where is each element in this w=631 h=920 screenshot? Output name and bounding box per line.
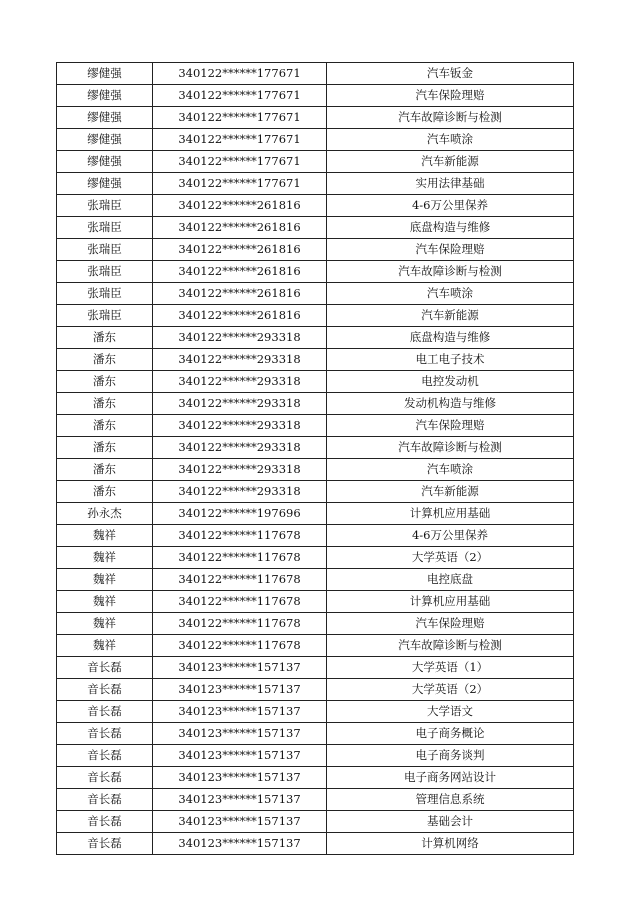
table-row — [57, 569, 574, 591]
table-row — [57, 525, 574, 547]
course-cell: 计算机应用基础 — [327, 503, 574, 525]
course-cell: 汽车新能源 — [327, 151, 574, 173]
id-number-cell: 340123******157137 — [153, 679, 327, 701]
course-cell: 汽车保险理赔 — [327, 239, 574, 261]
id-number-cell: 340122******117678 — [153, 569, 327, 591]
id-number-cell: 340123******157137 — [153, 701, 327, 723]
course-cell: 汽车故障诊断与检测 — [327, 107, 574, 129]
student-name-cell: 缪健强 — [57, 85, 153, 107]
table-row — [57, 129, 574, 151]
table-row — [57, 371, 574, 393]
student-name-cell: 潘东 — [57, 459, 153, 481]
table-row — [57, 283, 574, 305]
student-name-cell: 音长磊 — [57, 767, 153, 789]
table-row — [57, 195, 574, 217]
id-number-cell: 340123******157137 — [153, 745, 327, 767]
student-name-cell: 魏祥 — [57, 525, 153, 547]
table-row — [57, 701, 574, 723]
student-name-cell: 缪健强 — [57, 151, 153, 173]
id-number-cell: 340122******177671 — [153, 85, 327, 107]
id-number-cell: 340122******261816 — [153, 239, 327, 261]
table-row — [57, 151, 574, 173]
table-row — [57, 723, 574, 745]
course-cell: 电子商务谈判 — [327, 745, 574, 767]
table-row — [57, 107, 574, 129]
id-number-cell: 340122******117678 — [153, 591, 327, 613]
id-number-cell: 340122******293318 — [153, 327, 327, 349]
table-row — [57, 767, 574, 789]
course-cell: 4-6万公里保养 — [327, 525, 574, 547]
id-number-cell: 340122******293318 — [153, 437, 327, 459]
course-cell: 电子商务网站设计 — [327, 767, 574, 789]
student-name-cell: 潘东 — [57, 415, 153, 437]
student-name-cell: 张瑞臣 — [57, 217, 153, 239]
course-cell: 发动机构造与维修 — [327, 393, 574, 415]
course-cell: 实用法律基础 — [327, 173, 574, 195]
id-number-cell: 340122******177671 — [153, 151, 327, 173]
course-cell: 电子商务概论 — [327, 723, 574, 745]
records-table-body — [57, 63, 574, 855]
table-row — [57, 393, 574, 415]
id-number-cell: 340122******177671 — [153, 63, 327, 85]
student-name-cell: 音长磊 — [57, 723, 153, 745]
student-name-cell: 魏祥 — [57, 613, 153, 635]
student-name-cell: 音长磊 — [57, 745, 153, 767]
student-name-cell: 音长磊 — [57, 789, 153, 811]
id-number-cell: 340122******261816 — [153, 305, 327, 327]
student-name-cell: 张瑞臣 — [57, 239, 153, 261]
id-number-cell: 340122******177671 — [153, 173, 327, 195]
table-row — [57, 745, 574, 767]
table-row — [57, 85, 574, 107]
id-number-cell: 340122******293318 — [153, 459, 327, 481]
course-cell: 汽车故障诊断与检测 — [327, 635, 574, 657]
table-row — [57, 635, 574, 657]
course-cell: 4-6万公里保养 — [327, 195, 574, 217]
id-number-cell: 340123******157137 — [153, 657, 327, 679]
student-name-cell: 潘东 — [57, 437, 153, 459]
table-row — [57, 679, 574, 701]
table-row — [57, 547, 574, 569]
table-row — [57, 305, 574, 327]
student-name-cell: 缪健强 — [57, 129, 153, 151]
course-cell: 汽车保险理赔 — [327, 85, 574, 107]
id-number-cell: 340122******261816 — [153, 261, 327, 283]
table-row — [57, 503, 574, 525]
course-cell: 电工电子技术 — [327, 349, 574, 371]
id-number-cell: 340123******157137 — [153, 723, 327, 745]
course-cell: 计算机应用基础 — [327, 591, 574, 613]
id-number-cell: 340122******261816 — [153, 195, 327, 217]
records-table — [56, 62, 574, 855]
course-cell: 汽车新能源 — [327, 305, 574, 327]
id-number-cell: 340123******157137 — [153, 833, 327, 855]
table-row — [57, 789, 574, 811]
table-row — [57, 459, 574, 481]
id-number-cell: 340122******293318 — [153, 481, 327, 503]
student-name-cell: 魏祥 — [57, 569, 153, 591]
course-cell: 大学英语（2） — [327, 547, 574, 569]
student-name-cell: 潘东 — [57, 327, 153, 349]
student-name-cell: 潘东 — [57, 393, 153, 415]
course-cell: 汽车喷涂 — [327, 283, 574, 305]
id-number-cell: 340122******261816 — [153, 217, 327, 239]
course-cell: 汽车喷涂 — [327, 129, 574, 151]
student-name-cell: 张瑞臣 — [57, 283, 153, 305]
course-cell: 汽车故障诊断与检测 — [327, 437, 574, 459]
course-cell: 汽车故障诊断与检测 — [327, 261, 574, 283]
student-name-cell: 张瑞臣 — [57, 305, 153, 327]
id-number-cell: 340122******293318 — [153, 371, 327, 393]
student-name-cell: 潘东 — [57, 349, 153, 371]
course-cell: 汽车保险理赔 — [327, 415, 574, 437]
course-cell: 电控底盘 — [327, 569, 574, 591]
course-cell: 汽车保险理赔 — [327, 613, 574, 635]
id-number-cell: 340122******293318 — [153, 415, 327, 437]
course-cell: 大学英语（1） — [327, 657, 574, 679]
id-number-cell: 340123******157137 — [153, 811, 327, 833]
id-number-cell: 340122******293318 — [153, 393, 327, 415]
table-row — [57, 833, 574, 855]
student-name-cell: 张瑞臣 — [57, 195, 153, 217]
table-row — [57, 415, 574, 437]
student-name-cell: 孙永杰 — [57, 503, 153, 525]
student-name-cell: 缪健强 — [57, 173, 153, 195]
student-name-cell: 音长磊 — [57, 811, 153, 833]
course-cell: 基础会计 — [327, 811, 574, 833]
id-number-cell: 340123******157137 — [153, 767, 327, 789]
course-cell: 大学英语（2） — [327, 679, 574, 701]
table-row — [57, 63, 574, 85]
course-cell: 电控发动机 — [327, 371, 574, 393]
table-row — [57, 591, 574, 613]
course-cell: 大学语文 — [327, 701, 574, 723]
table-row — [57, 437, 574, 459]
student-name-cell: 张瑞臣 — [57, 261, 153, 283]
table-row — [57, 811, 574, 833]
course-cell: 汽车新能源 — [327, 481, 574, 503]
course-cell: 底盘构造与维修 — [327, 327, 574, 349]
student-name-cell: 魏祥 — [57, 635, 153, 657]
table-row — [57, 349, 574, 371]
id-number-cell: 340122******117678 — [153, 613, 327, 635]
id-number-cell: 340122******117678 — [153, 525, 327, 547]
course-cell: 汽车钣金 — [327, 63, 574, 85]
table-row — [57, 261, 574, 283]
id-number-cell: 340122******177671 — [153, 129, 327, 151]
student-name-cell: 缪健强 — [57, 63, 153, 85]
table-row — [57, 239, 574, 261]
id-number-cell: 340122******177671 — [153, 107, 327, 129]
student-name-cell: 音长磊 — [57, 701, 153, 723]
id-number-cell: 340122******117678 — [153, 635, 327, 657]
table-row — [57, 327, 574, 349]
table-row — [57, 613, 574, 635]
id-number-cell: 340122******293318 — [153, 349, 327, 371]
table-row — [57, 657, 574, 679]
id-number-cell: 340122******117678 — [153, 547, 327, 569]
student-name-cell: 音长磊 — [57, 657, 153, 679]
student-name-cell: 潘东 — [57, 481, 153, 503]
id-number-cell: 340122******261816 — [153, 283, 327, 305]
course-cell: 计算机网络 — [327, 833, 574, 855]
course-cell: 汽车喷涂 — [327, 459, 574, 481]
student-name-cell: 音长磊 — [57, 833, 153, 855]
course-cell: 管理信息系统 — [327, 789, 574, 811]
id-number-cell: 340122******197696 — [153, 503, 327, 525]
student-name-cell: 潘东 — [57, 371, 153, 393]
table-row — [57, 481, 574, 503]
student-name-cell: 魏祥 — [57, 547, 153, 569]
student-name-cell: 缪健强 — [57, 107, 153, 129]
student-name-cell: 魏祥 — [57, 591, 153, 613]
table-row — [57, 217, 574, 239]
student-name-cell: 音长磊 — [57, 679, 153, 701]
table-row — [57, 173, 574, 195]
course-cell: 底盘构造与维修 — [327, 217, 574, 239]
id-number-cell: 340123******157137 — [153, 789, 327, 811]
